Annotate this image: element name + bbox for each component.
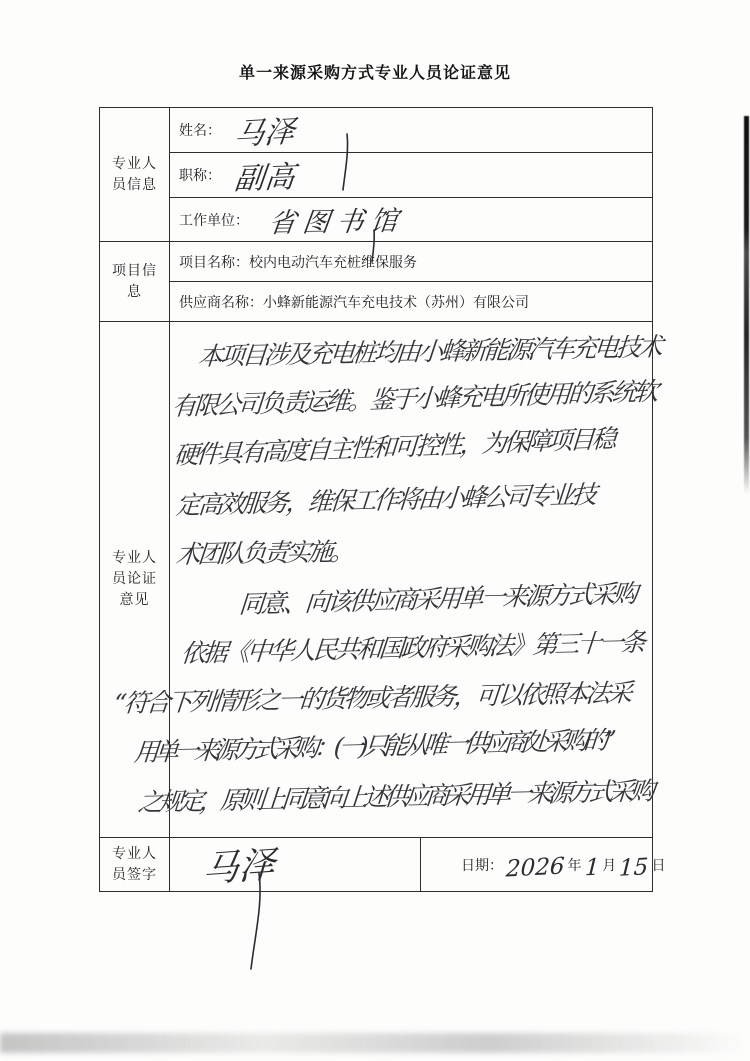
name-handwritten-value: 马泽 bbox=[232, 114, 297, 153]
section-label-project-info: 项目信息 bbox=[100, 242, 170, 322]
date-year-unit: 年 bbox=[567, 858, 582, 874]
row-project-name bbox=[100, 242, 653, 282]
opinion-line: 硬件具有高度自主性和可控性，为保障项目稳 bbox=[173, 424, 615, 471]
opinion-line: 用单一来源方式采购：(一)只能从唯一供应商处采购的” bbox=[132, 725, 613, 768]
job-title-label: 职称： bbox=[179, 169, 221, 184]
signature-cell bbox=[170, 838, 421, 892]
row-work-unit bbox=[100, 198, 653, 242]
opinion-line: 定高效服务，维保工作将由小蜂公司专业技 bbox=[174, 479, 596, 520]
opinion-line: “符合下列情形之一的货物或者服务，可以依照本法采 bbox=[112, 677, 631, 718]
date-month-handwritten: 1 bbox=[583, 854, 600, 881]
scan-artifact-right-streak bbox=[744, 116, 749, 494]
work-unit-label: 工作单位： bbox=[179, 213, 249, 229]
signature-handwritten-value: 马泽 bbox=[201, 844, 277, 891]
date-year-handwritten: 2026 bbox=[505, 852, 566, 883]
name-cell-wrap bbox=[179, 108, 652, 152]
document-title: 单一来源采购方式专业人员论证意见 bbox=[238, 65, 511, 82]
section-label-opinion: 专业人员论证意见 bbox=[100, 322, 170, 838]
name-label: 姓名： bbox=[179, 124, 221, 139]
date-label: 日期： bbox=[461, 858, 503, 874]
opinion-line: 本项目涉及充电桩均由小蜂新能源汽车充电技术 bbox=[196, 332, 662, 372]
project-name-wrap bbox=[179, 252, 652, 272]
form-table bbox=[99, 107, 666, 892]
date-month-unit: 月 bbox=[602, 858, 617, 874]
supplier-name-cell bbox=[170, 282, 653, 322]
opinion-line: 有限公司负责运维。鉴于小蜂充电所使用的系统软 bbox=[170, 376, 657, 421]
opinion-handwritten-text bbox=[108, 332, 668, 827]
row-opinion bbox=[100, 322, 653, 838]
date-cell bbox=[421, 838, 666, 892]
opinion-line: 术团队负责实施。 bbox=[174, 536, 354, 570]
opinion-line: 同意、向该供应商采用单一来源方式采购 bbox=[237, 578, 636, 619]
date-day-handwritten: 15 bbox=[618, 853, 650, 882]
opinion-line: 依据《中华人民共和国政府采购法》第三十一条 bbox=[179, 627, 645, 669]
project-name-cell bbox=[170, 242, 653, 282]
supplier-name-label: 供应商名称： bbox=[179, 295, 263, 311]
date-day-unit: 日 bbox=[651, 858, 666, 874]
supplier-name-wrap bbox=[179, 292, 652, 312]
row-signature bbox=[100, 838, 653, 892]
job-title-field-cell bbox=[170, 153, 653, 198]
row-name bbox=[100, 108, 653, 153]
project-name-value: 校内电动汽车充桩维保服务 bbox=[249, 255, 417, 271]
row-job-title bbox=[100, 153, 653, 198]
work-unit-cell-wrap bbox=[179, 200, 652, 239]
job-title-cell-wrap bbox=[179, 153, 652, 197]
signature-wrap bbox=[179, 839, 420, 890]
scan-artifact-bottom-smudge bbox=[0, 1033, 750, 1053]
work-unit-handwritten-value: 省图书馆 bbox=[266, 205, 407, 240]
row-supplier-name bbox=[100, 282, 653, 322]
section-label-signature: 专业人员签字 bbox=[100, 838, 170, 892]
project-name-label: 项目名称： bbox=[179, 255, 249, 271]
date-wrap bbox=[461, 852, 666, 883]
opinion-line: 之规定，原则上同意向上述供应商采用单一来源方式采购 bbox=[136, 775, 652, 817]
job-title-handwritten-value: 副高 bbox=[232, 159, 297, 198]
work-unit-field-cell bbox=[170, 198, 653, 242]
supplier-name-value: 小蜂新能源汽车充电技术（苏州）有限公司 bbox=[263, 295, 529, 311]
name-field-cell bbox=[170, 108, 653, 153]
section-label-personnel-info: 专业人员信息 bbox=[100, 108, 170, 242]
